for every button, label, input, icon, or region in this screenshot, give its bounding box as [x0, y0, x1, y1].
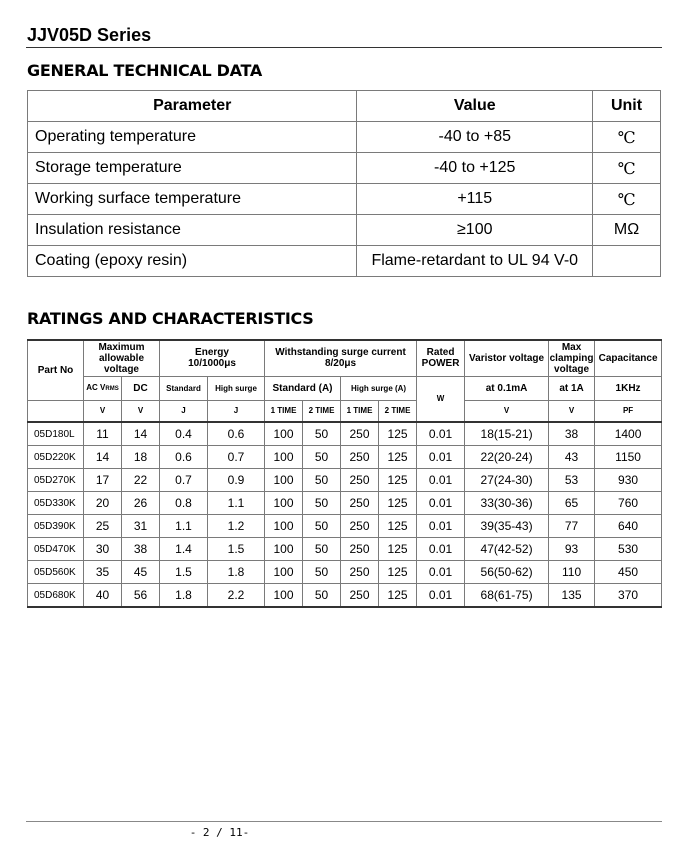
energy-standard-cell: 1.8 [160, 584, 208, 608]
dc-voltage-cell: 22 [122, 469, 160, 492]
column-header-high-surge-a: High surge (A) [341, 376, 417, 400]
rated-power-cell: 0.01 [417, 515, 465, 538]
energy-standard-cell: 1.1 [160, 515, 208, 538]
capacitance-cell: 1150 [595, 446, 662, 469]
clamping-voltage-cell: 43 [549, 446, 595, 469]
clamping-voltage-cell: 93 [549, 538, 595, 561]
varistor-voltage-cell: 56(50-62) [465, 561, 549, 584]
rated-power-cell: 0.01 [417, 561, 465, 584]
table-row [28, 215, 661, 246]
clamping-voltage-cell: 77 [549, 515, 595, 538]
footer-divider [26, 821, 662, 822]
surge-high-2-cell: 125 [379, 584, 417, 608]
column-header-standard-a: Standard (A) [265, 376, 341, 400]
ac-voltage-cell: 40 [84, 584, 122, 608]
rated-power-cell: 0.01 [417, 469, 465, 492]
dc-voltage-cell: 26 [122, 492, 160, 515]
capacitance-cell: 530 [595, 538, 662, 561]
surge-high-2-cell: 125 [379, 469, 417, 492]
part-no-cell: 05D330K [28, 492, 84, 515]
energy-high-surge-cell: 2.2 [208, 584, 265, 608]
table-row [28, 561, 662, 584]
energy-waveform: 10/1000μs [188, 358, 236, 370]
dc-voltage-cell: 45 [122, 561, 160, 584]
parameter-cell: Insulation resistance [28, 215, 357, 246]
rated-power-cell: 0.01 [417, 584, 465, 608]
surge-std-1-cell: 100 [265, 446, 303, 469]
value-cell: -40 to +125 [357, 153, 593, 184]
varistor-voltage-cell: 22(20-24) [465, 446, 549, 469]
value-cell: -40 to +85 [357, 122, 593, 153]
ratings-unit-row [28, 400, 662, 422]
column-header-varistor-voltage: Varistor voltage [465, 340, 549, 376]
ac-voltage-cell: 30 [84, 538, 122, 561]
dc-voltage-cell: 14 [122, 422, 160, 446]
ratings-heading: RATINGS AND CHARACTERISTICS [27, 309, 314, 328]
energy-standard-cell: 0.8 [160, 492, 208, 515]
column-header-value: Value [357, 91, 593, 122]
ratings-subheader-row [28, 376, 662, 400]
dc-voltage-cell: 56 [122, 584, 160, 608]
column-header-at-01ma: at 0.1mA [465, 376, 549, 400]
energy-high-surge-cell: 1.2 [208, 515, 265, 538]
general-technical-data-table [27, 90, 661, 277]
general-technical-data-heading: GENERAL TECHNICAL DATA [27, 61, 262, 80]
unit-j: J [160, 400, 208, 422]
surge-high-1-cell: 250 [341, 515, 379, 538]
surge-high-1-cell: 250 [341, 538, 379, 561]
rated-power-cell: 0.01 [417, 492, 465, 515]
unit-cell: ℃ [593, 153, 661, 184]
table-row [28, 515, 662, 538]
surge-high-1-cell: 250 [341, 469, 379, 492]
column-header-high-surge: High surge [208, 376, 265, 400]
varistor-voltage-cell: 27(24-30) [465, 469, 549, 492]
header-divider [26, 47, 662, 48]
table-row [28, 446, 662, 469]
column-header-parameter: Parameter [28, 91, 357, 122]
clamping-voltage-cell: 110 [549, 561, 595, 584]
surge-std-2-cell: 50 [303, 561, 341, 584]
varistor-voltage-cell: 18(15-21) [465, 422, 549, 446]
surge-std-2-cell: 50 [303, 515, 341, 538]
surge-high-2-cell: 125 [379, 561, 417, 584]
energy-high-surge-cell: 0.9 [208, 469, 265, 492]
energy-standard-cell: 0.6 [160, 446, 208, 469]
energy-high-surge-cell: 1.1 [208, 492, 265, 515]
surge-high-1-cell: 250 [341, 492, 379, 515]
table-row [28, 122, 661, 153]
part-no-cell: 05D180L [28, 422, 84, 446]
surge-std-2-cell: 50 [303, 422, 341, 446]
dc-voltage-cell: 18 [122, 446, 160, 469]
table-row [28, 422, 662, 446]
table-row [28, 184, 661, 215]
dc-voltage-cell: 38 [122, 538, 160, 561]
surge-high-2-cell: 125 [379, 446, 417, 469]
value-cell: Flame-retardant to UL 94 V-0 [357, 246, 593, 277]
ac-voltage-cell: 20 [84, 492, 122, 515]
ratings-body [28, 422, 662, 607]
table-row [28, 469, 662, 492]
surge-std-2-cell: 50 [303, 469, 341, 492]
unit-1-time: 1 TIME [341, 400, 379, 422]
surge-std-1-cell: 100 [265, 538, 303, 561]
ratings-table [27, 339, 662, 608]
column-header-rated-power: Rated POWER [417, 340, 465, 376]
ac-voltage-cell: 35 [84, 561, 122, 584]
surge-high-1-cell: 250 [341, 422, 379, 446]
surge-std-2-cell: 50 [303, 492, 341, 515]
clamping-voltage-cell: 135 [549, 584, 595, 608]
varistor-voltage-cell: 47(42-52) [465, 538, 549, 561]
unit-cell: ℃ [593, 184, 661, 215]
unit-v: V [465, 400, 549, 422]
unit-1-time: 1 TIME [265, 400, 303, 422]
surge-std-1-cell: 100 [265, 492, 303, 515]
column-header-surge [265, 340, 417, 376]
unit-j: J [208, 400, 265, 422]
column-header-dc: DC [122, 376, 160, 400]
unit-2-time: 2 TIME [379, 400, 417, 422]
capacitance-cell: 450 [595, 561, 662, 584]
table-header-row [28, 91, 661, 122]
surge-high-1-cell: 250 [341, 561, 379, 584]
rated-power-cell: 0.01 [417, 538, 465, 561]
energy-high-surge-cell: 0.7 [208, 446, 265, 469]
column-header-max-clamping: Max clamping voltage [549, 341, 594, 375]
unit-v: V [549, 400, 595, 422]
surge-std-1-cell: 100 [265, 469, 303, 492]
surge-std-2-cell: 50 [303, 446, 341, 469]
unit-cell: ℃ [593, 122, 661, 153]
column-header-ac-v [84, 376, 122, 400]
value-cell: +115 [357, 184, 593, 215]
value-cell: ≥100 [357, 215, 593, 246]
column-header-energy [160, 340, 265, 376]
unit-w: W [417, 376, 465, 422]
ratings-header-row [28, 340, 662, 376]
varistor-voltage-cell: 33(30-36) [465, 492, 549, 515]
varistor-voltage-cell: 68(61-75) [465, 584, 549, 608]
unit-cell: MΩ [593, 215, 661, 246]
capacitance-cell: 370 [595, 584, 662, 608]
energy-high-surge-cell: 1.5 [208, 538, 265, 561]
surge-std-1-cell: 100 [265, 584, 303, 608]
part-no-blank [28, 400, 84, 422]
surge-label: Withstanding surge current [275, 347, 406, 359]
surge-high-1-cell: 250 [341, 446, 379, 469]
table-row [28, 492, 662, 515]
part-no-cell: 05D470K [28, 538, 84, 561]
column-header-part-no: Part No [28, 340, 84, 400]
part-no-cell: 05D220K [28, 446, 84, 469]
surge-high-2-cell: 125 [379, 422, 417, 446]
surge-high-1-cell: 250 [341, 584, 379, 608]
surge-std-1-cell: 100 [265, 561, 303, 584]
clamping-voltage-cell: 53 [549, 469, 595, 492]
energy-high-surge-cell: 0.6 [208, 422, 265, 446]
energy-standard-cell: 1.4 [160, 538, 208, 561]
parameter-cell: Storage temperature [28, 153, 357, 184]
table-row [28, 584, 662, 608]
parameter-cell: Working surface temperature [28, 184, 357, 215]
energy-label: Energy [195, 347, 229, 359]
column-header-at-1a: at 1A [549, 376, 595, 400]
column-header-standard: Standard [160, 376, 208, 400]
capacitance-cell: 640 [595, 515, 662, 538]
page-number: - 2 / 11- [189, 826, 250, 839]
table-row [28, 153, 661, 184]
surge-high-2-cell: 125 [379, 515, 417, 538]
surge-std-2-cell: 50 [303, 584, 341, 608]
clamping-voltage-cell: 65 [549, 492, 595, 515]
document-title: JJV05D Series [27, 25, 152, 45]
capacitance-cell: 760 [595, 492, 662, 515]
energy-standard-cell: 0.4 [160, 422, 208, 446]
ac-v-label: AC V [86, 382, 106, 392]
surge-std-1-cell: 100 [265, 515, 303, 538]
unit-v: V [84, 400, 122, 422]
surge-high-2-cell: 125 [379, 492, 417, 515]
part-no-cell: 05D270K [28, 469, 84, 492]
column-header-capacitance: Capacitance [595, 340, 662, 376]
capacitance-cell: 930 [595, 469, 662, 492]
unit-v: V [122, 400, 160, 422]
surge-std-2-cell: 50 [303, 538, 341, 561]
table-row [28, 246, 661, 277]
rated-power-cell: 0.01 [417, 446, 465, 469]
part-no-cell: 05D680K [28, 584, 84, 608]
ac-voltage-cell: 14 [84, 446, 122, 469]
surge-waveform: 8/20μs [324, 358, 357, 370]
column-header-max-voltage: Maximum allowable voltage [84, 340, 160, 376]
energy-standard-cell: 1.5 [160, 561, 208, 584]
parameter-cell: Operating temperature [28, 122, 357, 153]
parameter-cell: Coating (epoxy resin) [28, 246, 357, 277]
ac-voltage-cell: 17 [84, 469, 122, 492]
surge-high-2-cell: 125 [379, 538, 417, 561]
ac-voltage-cell: 25 [84, 515, 122, 538]
unit-2-time: 2 TIME [303, 400, 341, 422]
energy-standard-cell: 0.7 [160, 469, 208, 492]
energy-high-surge-cell: 1.8 [208, 561, 265, 584]
column-header-unit: Unit [593, 91, 661, 122]
surge-std-1-cell: 100 [265, 422, 303, 446]
column-header-1khz: 1KHz [595, 376, 662, 400]
capacitance-cell: 1400 [595, 422, 662, 446]
unit-pf: PF [595, 400, 662, 422]
dc-voltage-cell: 31 [122, 515, 160, 538]
rated-power-cell: 0.01 [417, 422, 465, 446]
part-no-cell: 05D560K [28, 561, 84, 584]
clamping-voltage-cell: 38 [549, 422, 595, 446]
ac-voltage-cell: 11 [84, 422, 122, 446]
varistor-voltage-cell: 39(35-43) [465, 515, 549, 538]
ac-v-subscript: RMS [105, 385, 119, 392]
part-no-cell: 05D390K [28, 515, 84, 538]
unit-cell [593, 246, 661, 277]
table-row [28, 538, 662, 561]
